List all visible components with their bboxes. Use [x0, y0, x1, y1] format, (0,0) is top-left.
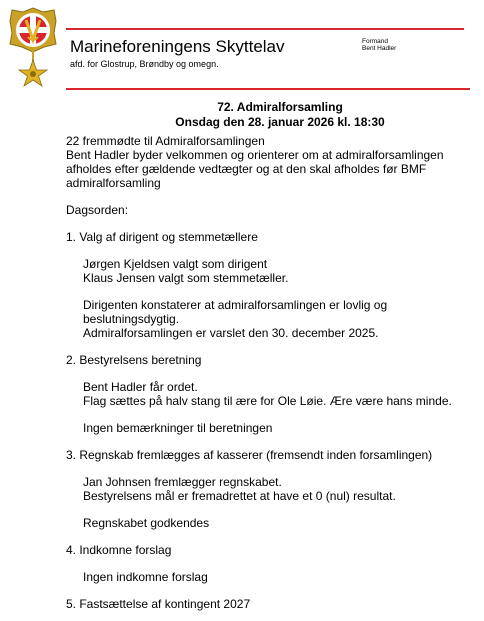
item-3-line-3: Regnskabet godkendes: [83, 516, 210, 530]
item-2-line-1: Bent Hadler får ordet.: [83, 380, 198, 394]
item-4-line-1: Ingen indkomne forslag: [83, 570, 208, 584]
org-name: Marineforeningens Skyttelav: [70, 37, 285, 56]
attendance-line: 22 fremmødte til Admiralforsamlingen: [66, 134, 265, 148]
welcome-line-3: admiralforsamling: [66, 176, 161, 190]
item-2-line-3: Ingen bemærkninger til beretningen: [83, 421, 273, 435]
agenda-item-4-heading: 4. Indkomne forslag: [66, 543, 172, 557]
org-subtitle: afd. for Glostrup, Brøndby og omegn.: [70, 59, 219, 69]
agenda-item-1-heading: 1. Valg af dirigent og stemmetællere: [66, 230, 258, 244]
welcome-line-2: afholdes efter gældende vedtægter og at den skal afholdes før BMF: [66, 162, 427, 176]
welcome-line-1: Bent Hadler byder velkommen og orienterer om at admiralforsamlingen: [66, 148, 444, 162]
minutes-body: [66, 134, 476, 611]
item-2-line-2: Flag sættes på halv stang til ære for Ole Løie. Ære være hans minde.: [83, 394, 452, 408]
header-top-rule: [66, 28, 464, 30]
item-1-line-3: Dirigenten konstaterer at admiralforsamlingen er lovlig og: [83, 298, 388, 312]
agenda-item-1-notes: [66, 257, 476, 340]
chair-name: Bent Hadler: [362, 45, 397, 52]
item-3-line-2: Bestyrelsens mål er fremadrettet at have et 0 (nul) resultat.: [83, 489, 396, 503]
agenda-item-2-heading: 2. Bestyrelsens beretning: [66, 353, 202, 367]
header-bottom-rule: [66, 88, 470, 90]
meeting-title: 72. Admiralforsamling: [217, 100, 343, 114]
agenda-item-5-heading: 5. Fastsættelse af kontingent 2027: [66, 597, 251, 611]
agenda-item-3-heading: 3. Regnskab fremlægges af kasserer (fremsendt inden forsamlingen): [66, 448, 433, 462]
item-1-line-2: Klaus Jensen valgt som stemmetæller.: [83, 271, 289, 285]
club-logo-icon: [6, 6, 60, 96]
agenda-item-4-notes: [66, 570, 476, 584]
agenda-item-3-notes: [66, 475, 476, 530]
item-1-line-4: beslutningsdygtig.: [83, 312, 180, 326]
chair-role-label: Formand: [362, 38, 389, 45]
item-3-line-1: Jan Johnsen fremlægger regnskabet.: [83, 475, 282, 489]
item-1-line-5: Admiralforsamlingen er varslet den 30. december 2025.: [83, 326, 379, 340]
agenda-item-2-notes: [66, 380, 476, 435]
agenda-label: Dagsorden:: [66, 203, 129, 217]
item-1-line-1: Jørgen Kjeldsen valgt som dirigent: [83, 257, 268, 271]
meeting-date: Onsdag den 28. januar 2026 kl. 18:30: [175, 115, 385, 129]
